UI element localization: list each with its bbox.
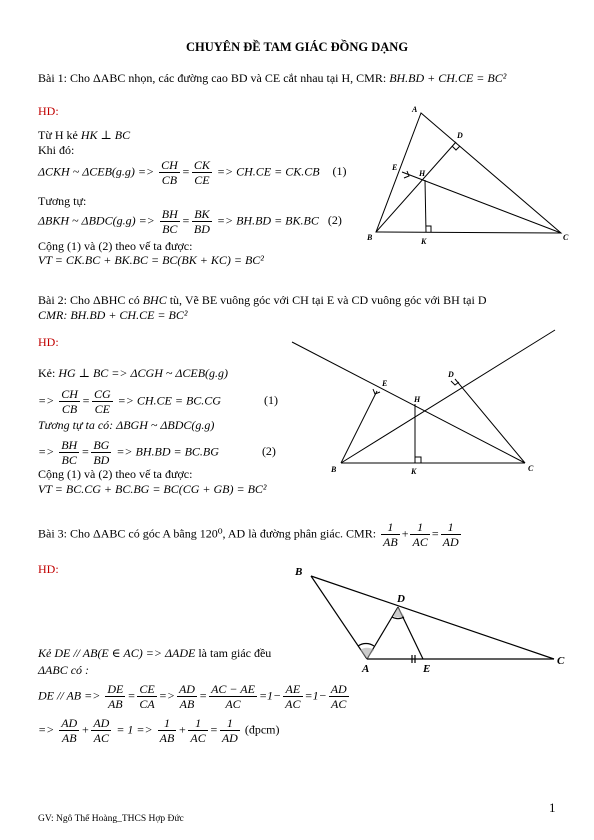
p1-line-7: VT = CK.BC + BK.BC = BC(BK + KC) = BC² bbox=[38, 253, 264, 267]
p3-line-4: => $\frac{AD}{AB}$ + $\frac{AD}{AC}$ = 1 => $\frac{1}{AB}$ + $\frac{1}{AC}$ = $\frac{1}{AD}$ (đpcm) bbox=[38, 716, 280, 745]
p1-line-5: ΔBKH ~ ΔBDC(g.g) => $\frac{BH}{BC}$ = $\frac{BK}{BD}$ => BH.BD = BK.BC (2) bbox=[38, 207, 342, 236]
p1-line-4: Tương tự: bbox=[38, 194, 87, 208]
fig1-label-b: B bbox=[367, 233, 373, 242]
p1-line-2: Khi đó: bbox=[38, 143, 75, 157]
footer: GV: Ngô Thế Hoàng_THCS Hợp Đức bbox=[38, 814, 184, 824]
fig2-label-d: D bbox=[448, 370, 454, 379]
fig1-label-h: H bbox=[419, 169, 426, 178]
problem-1-hd: HD: bbox=[38, 104, 59, 118]
fig3-label-d: D bbox=[397, 593, 405, 605]
p2-line-1: Kẻ: HG ⊥ BC => ΔCGH ~ ΔCEB(g.g) bbox=[38, 366, 229, 380]
problem-2-claim: CMR: BH.BD + CH.CE = BC² bbox=[38, 308, 188, 322]
fig1-label-e: E bbox=[392, 163, 398, 172]
fig2-label-k: K bbox=[411, 467, 417, 476]
fig3-label-e: E bbox=[423, 663, 431, 675]
fig3-label-a: A bbox=[362, 663, 370, 675]
problem-2-statement: Bài 2: Cho ΔBHC có BHC tù, Vẽ BE vuông góc với CH tại E và CD vuông góc với BH tại D bbox=[38, 293, 487, 307]
fig2-label-e: E bbox=[382, 379, 388, 388]
fig2-label-c: C bbox=[528, 464, 534, 473]
fig1-label-d: D bbox=[457, 131, 463, 140]
p1-line-6: Cộng (1) và (2) theo vế ta được: bbox=[38, 239, 193, 253]
p2-line-6: VT = BC.CG + BC.BG = BC(CG + GB) = BC² bbox=[38, 482, 267, 496]
p2-line-2: => $\frac{CH}{CB}$ = $\frac{CG}{CE}$ => CH.CE = BC.CG (1) bbox=[38, 387, 278, 416]
p2-line-4: => $\frac{BH}{BC}$ = $\frac{BG}{BD}$ => BH.BD = BC.BG (2) bbox=[38, 438, 276, 467]
p3-line-2: ΔABC có : bbox=[38, 663, 90, 677]
fig2-label-b: B bbox=[331, 465, 337, 474]
p1-line-1: Từ H kẻ HK ⊥ BC bbox=[38, 128, 131, 142]
page-title: CHUYÊN ĐỀ TAM GIÁC ĐỒNG DẠNG bbox=[185, 40, 409, 54]
problem-3-hd: HD: bbox=[38, 562, 59, 576]
p2-line-5: Cộng (1) và (2) theo vế ta được: bbox=[38, 467, 193, 481]
fig2-label-h: H bbox=[414, 395, 421, 404]
fig1-label-c: C bbox=[563, 233, 569, 242]
problem-2-hd: HD: bbox=[38, 335, 59, 349]
problem-3-statement: Bài 3: Cho ΔABC có góc A bằng 120⁰, AD là đường phân giác. CMR: $\frac{1}{AB}$ + $\frac{1}{AC}$ = $\frac{1}{AD}$ bbox=[38, 520, 459, 549]
fig3-label-b: B bbox=[295, 566, 303, 578]
p3-line-1: Kẻ DE // AB(E ∈ AC) => ΔADE là tam giác đều bbox=[38, 646, 272, 660]
fig3-label-c: C bbox=[557, 655, 565, 667]
p2-line-3: Tương tự ta có: ΔBGH ~ ΔBDC(g.g) bbox=[38, 418, 215, 432]
problem-1-statement: Bài 1: Cho ΔABC nhọn, các đường cao BD và CE cắt nhau tại H, CMR: BH.BD + CH.CE = BC² bbox=[38, 71, 507, 85]
fig1-label-k: K bbox=[421, 237, 427, 246]
p3-line-3: DE // AB => $\frac{DE}{AB}$ = $\frac{CE}{CA}$ => $\frac{AD}{AB}$ = $\frac{AC - AE}{AC}$ =1− $\frac{AE}{AC}$ =1− $\frac{AD}{AC}$ bbox=[38, 682, 347, 711]
p1-line-3: ΔCKH ~ ΔCEB(g.g) => $\frac{CH}{CB}$ = $\frac{CK}{CE}$ => CH.CE = CK.CB (1) bbox=[38, 158, 347, 187]
page-number: 1 bbox=[549, 800, 556, 815]
fig1-label-a: A bbox=[412, 105, 418, 114]
